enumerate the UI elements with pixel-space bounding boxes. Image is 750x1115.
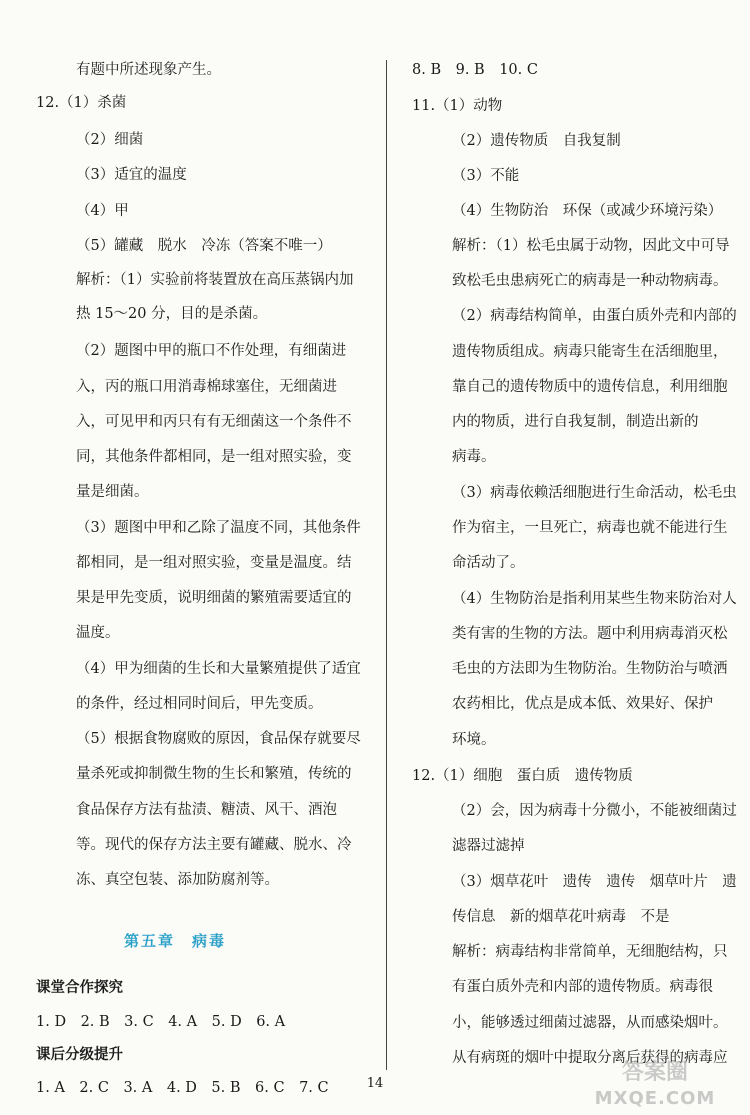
text-line: （2）会，因为病毒十分微小，不能被细菌过 xyxy=(452,803,737,819)
text-line: （5）根据食物腐败的原因，食品保存就要尽 xyxy=(76,731,361,747)
text-line: 毛虫的方法即为生物防治。生物防治与喷洒 xyxy=(452,661,728,677)
page-number: 14 xyxy=(366,1076,384,1091)
text-line: 果是甲先变质，说明细菌的繁殖需要适宜的 xyxy=(76,590,352,606)
section-heading: 课堂合作探究 xyxy=(36,979,123,996)
text-line: 靠自己的遗传物质中的遗传信息，利用细胞 xyxy=(452,379,728,395)
watermark-logo xyxy=(570,1060,740,1112)
watermark-url: MXQE.COM xyxy=(594,1088,716,1109)
text-line: 都相同，是一组对照实验，变量是温度。结 xyxy=(76,555,352,571)
text-line: （5）罐藏 脱水 冷冻（答案不唯一） xyxy=(76,238,332,254)
text-line: 传信息 新的烟草花叶病毒 不是 xyxy=(452,909,670,925)
chapter-title: 第五章 病毒 xyxy=(123,932,226,950)
text-line: 命活动了。 xyxy=(452,555,525,571)
text-line: 类有害的生物的方法。题中利用病毒消灭松 xyxy=(452,626,728,642)
text-line: 12.（1）杀菌 xyxy=(36,95,127,111)
text-line: （4）生物防治 环保（或减少环境污染） xyxy=(452,203,723,219)
text-line: （2）遗传物质 自我复制 xyxy=(452,133,621,149)
text-line: 作为宿主，一旦死亡，病毒也就不能进行生 xyxy=(452,520,728,536)
text-line: 环境。 xyxy=(452,732,496,748)
text-line: （3）不能 xyxy=(452,168,520,184)
answer-line: 1. A 2. C 3. A 4. D 5. B 6. C 7. C xyxy=(36,1080,329,1096)
text-line: （2）细菌 xyxy=(76,132,144,148)
text-line: （4）甲为细菌的生长和大量繁殖提供了适宜 xyxy=(76,661,361,677)
text-line: 的条件，经过相同时间后，甲先变质。 xyxy=(76,696,323,712)
text-line: （2）病毒结构简单，由蛋白质外壳和内部的 xyxy=(452,308,737,324)
text-line: 从有病斑的烟叶中提取分离后获得的病毒应 xyxy=(452,1050,728,1066)
text-line: （3）病毒依赖活细胞进行生命活动，松毛虫 xyxy=(452,485,737,501)
text-line: 等。现代的保存方法主要有罐藏、脱水、冷 xyxy=(76,837,352,853)
answer-line: 1. D 2. B 3. C 4. A 5. D 6. A xyxy=(36,1014,286,1030)
text-line: 热 15～20 分，目的是杀菌。 xyxy=(76,306,268,322)
text-line: 遗传物质组成。病毒只能寄生在活细胞里， xyxy=(452,344,728,360)
watermark-text: 答案圈 xyxy=(621,1060,688,1085)
text-line: 同，其他条件都相同，是一组对照实验，变 xyxy=(76,449,352,465)
section-heading: 课后分级提升 xyxy=(36,1046,123,1063)
text-line: （4）甲 xyxy=(76,203,129,219)
text-line: （2）题图中甲的瓶口不作处理，有细菌进 xyxy=(76,343,347,359)
text-line: （3）适宜的温度 xyxy=(76,167,187,183)
answer-line: 8. B 9. B 10. C xyxy=(412,62,538,78)
text-line: 食品保存方法有盐渍、糖渍、风干、酒泡 xyxy=(76,802,337,818)
text-line: （3）题图中甲和乙除了温度不同，其他条件 xyxy=(76,520,361,536)
text-line: 解析：（1）实验前将装置放在高压蒸锅内加 xyxy=(76,272,354,288)
text-line: 解析：病毒结构非常简单，无细胞结构，只 xyxy=(452,944,728,960)
column-divider xyxy=(386,60,387,1070)
text-line: （4）生物防治是指利用某些生物来防治对人 xyxy=(452,591,737,607)
text-line: 入，可见甲和丙只有有无细菌这一个条件不 xyxy=(76,414,352,430)
text-line: 滤器过滤掉 xyxy=(452,838,525,854)
text-line: 12.（1）细胞 蛋白质 遗传物质 xyxy=(412,768,633,784)
text-line: 量是细菌。 xyxy=(76,484,149,500)
text-line: （3）烟草花叶 遗传 遗传 烟草叶片 遗 xyxy=(452,874,737,890)
text-line: 农药相比，优点是成本低、效果好、保护 xyxy=(452,696,713,712)
text-line: 有题中所述现象产生。 xyxy=(76,62,221,78)
text-line: 入，丙的瓶口用消毒棉球塞住，无细菌进 xyxy=(76,379,337,395)
text-line: 11.（1）动物 xyxy=(412,98,503,114)
text-line: 解析：（1）松毛虫属于动物，因此文中可导 xyxy=(452,238,730,254)
text-line: 内的物质，进行自我复制，制造出新的 xyxy=(452,414,699,430)
text-line: 致松毛虫患病死亡的病毒是一种动物病毒。 xyxy=(452,273,728,289)
text-line: 小，能够透过细菌过滤器，从而感染烟叶。 xyxy=(452,1015,728,1031)
text-line: 冻、真空包装、添加防腐剂等。 xyxy=(76,872,279,888)
text-line: 病毒。 xyxy=(452,449,496,465)
text-line: 有蛋白质外壳和内部的遗传物质。病毒很 xyxy=(452,979,713,995)
text-line: 温度。 xyxy=(76,625,120,641)
text-line: 量杀死或抑制微生物的生长和繁殖，传统的 xyxy=(76,766,352,782)
